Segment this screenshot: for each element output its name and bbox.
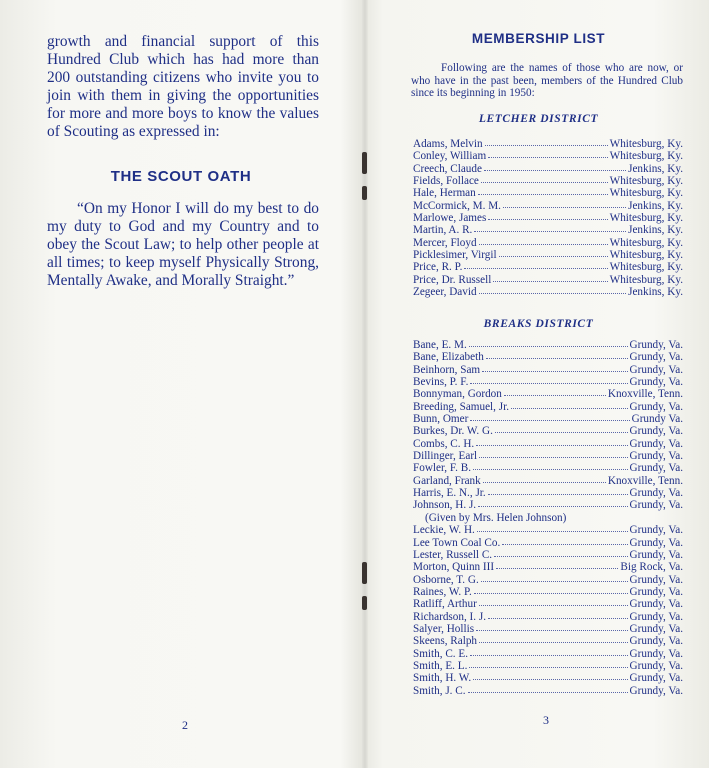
dot-leader [496, 567, 618, 569]
dot-leader [470, 382, 627, 384]
dot-leader [485, 144, 608, 146]
member-location: Grundy, Va. [629, 585, 683, 598]
member-location: Whitesburg, Ky. [609, 273, 683, 286]
member-name: Burkes, Dr. W. G. [413, 425, 493, 438]
breaks-district-heading: BREAKS DISTRICT [483, 318, 594, 330]
dot-leader [481, 181, 608, 183]
dot-leader [479, 292, 627, 294]
member-location: Grundy, Va. [629, 610, 683, 623]
member-name: Conley, William [413, 150, 487, 163]
member-name: Combs, C. H. [413, 437, 475, 450]
member-name: Dillinger, Earl [413, 450, 478, 463]
dot-leader [484, 169, 626, 171]
staple-bottom [362, 562, 367, 584]
list-item [413, 388, 683, 400]
dot-leader [478, 193, 608, 195]
member-location: Big Rock, Va. [620, 561, 683, 574]
dot-leader [478, 505, 627, 507]
member-location: Grundy, Va. [629, 659, 683, 672]
dot-leader [493, 280, 607, 282]
list-item [413, 249, 683, 261]
list-item [413, 438, 683, 450]
member-name: Hale, Herman [413, 187, 476, 200]
member-location: Knoxville, Tenn. [607, 474, 683, 487]
dot-leader [464, 267, 607, 269]
list-item [413, 524, 683, 536]
scout-oath-heading: THE SCOUT OATH [110, 168, 252, 185]
dot-leader [470, 654, 628, 656]
member-note: (Given by Mrs. Helen Johnson) [425, 511, 567, 524]
dot-leader [499, 255, 608, 257]
dot-leader [474, 230, 626, 232]
member-name: Marlowe, James [413, 212, 487, 225]
member-name: Johnson, H. J. [413, 499, 477, 512]
member-name: Morton, Quinn III [413, 561, 495, 574]
member-location: Grundy, Va. [629, 400, 683, 413]
dot-leader [488, 617, 628, 619]
member-name: Breeding, Samuel, Jr. [413, 400, 510, 413]
member-location: Grundy, Va. [629, 425, 683, 438]
list-item [413, 475, 683, 487]
dot-leader [479, 641, 628, 643]
member-name: Smith, E. L. [413, 659, 468, 672]
member-location: Grundy, Va. [629, 573, 683, 586]
member-location: Grundy, Va. [629, 672, 683, 685]
right-page [368, 0, 709, 768]
list-item [413, 286, 683, 298]
member-location: Jenkins, Ky. [628, 162, 683, 175]
dot-leader [469, 345, 628, 347]
breaks-member-list [413, 339, 683, 697]
scout-oath-text: “On my Honor I will do my best to do my duty to God and my Country and to obey the Scout Law; to help other people at all times; to keep myself Physically Strong, Mentally Awake, and Morally Straight.” [47, 200, 319, 289]
member-location: Whitesburg, Ky. [609, 261, 683, 274]
list-item [413, 574, 683, 586]
list-item [413, 499, 683, 511]
member-name: Salyer, Hollis [413, 622, 475, 635]
member-location: Grundy, Va. [629, 339, 683, 351]
membership-intro: Following are the names of those who are now, or who have in the past been, members of the Hundred Club since its beginning in 1950: [411, 62, 683, 100]
dot-leader [481, 580, 628, 582]
list-item [413, 339, 683, 351]
dot-leader [483, 481, 606, 483]
member-location: Whitesburg, Ky. [609, 138, 683, 150]
dot-leader [479, 604, 628, 606]
member-name: Bonnyman, Gordon [413, 388, 502, 401]
list-item [413, 274, 683, 286]
member-location: Grundy, Va. [629, 684, 683, 697]
list-item [413, 623, 683, 635]
member-location: Grundy, Va. [629, 351, 683, 364]
dot-leader [486, 357, 628, 359]
list-item [413, 598, 683, 610]
list-item [413, 462, 683, 474]
list-item [413, 376, 683, 388]
list-item [413, 364, 683, 376]
member-name: Creech, Claude [413, 162, 482, 175]
member-name: Lee Town Coal Co. [413, 536, 501, 549]
dot-leader [495, 431, 628, 433]
staple-top [362, 152, 367, 174]
member-location: Grundy, Va. [629, 635, 683, 648]
list-item [413, 261, 683, 273]
list-item [413, 487, 683, 499]
member-location: Grundy, Va. [629, 462, 683, 475]
member-name: McCormick, M. M. [413, 199, 501, 212]
dot-leader [476, 629, 627, 631]
dot-leader [473, 468, 628, 470]
member-location: Grundy, Va. [629, 524, 683, 537]
list-item [413, 586, 683, 598]
member-name: Osborne, T. G. [413, 573, 479, 586]
dot-leader [504, 394, 606, 396]
list-item [413, 450, 683, 462]
dot-leader [479, 243, 608, 245]
member-name: Harris, E. N., Jr. [413, 487, 486, 500]
member-name: Bunn, Omer [413, 413, 469, 426]
member-location: Jenkins, Ky. [628, 199, 683, 212]
intro-paragraph: growth and financial support of this Hundred Club which has had more than 200 outstanding citizens who invite you to join with them in giving the opportunities for more and more boys to know the values of Scouting as expressed in: [47, 33, 319, 140]
member-location: Whitesburg, Ky. [609, 175, 683, 188]
member-name: Price, Dr. Russell [413, 273, 492, 286]
member-location: Knoxville, Tenn. [607, 388, 683, 401]
member-location: Whitesburg, Ky. [609, 150, 683, 163]
member-name: Ratliff, Arthur [413, 598, 477, 611]
membership-list-title: MEMBERSHIP LIST [471, 31, 606, 46]
member-location: Grundy, Va. [629, 499, 683, 512]
member-location: Grundy, Va. [629, 437, 683, 450]
dot-leader [488, 156, 607, 158]
dot-leader [482, 370, 627, 372]
member-location: Grundy, Va. [629, 548, 683, 561]
dot-leader [469, 666, 627, 668]
member-name: Mercer, Floyd [413, 236, 477, 249]
list-item [413, 351, 683, 363]
member-location: Jenkins, Ky. [628, 224, 683, 237]
member-location: Grundy, Va. [629, 598, 683, 611]
dot-leader [468, 691, 628, 693]
member-location: Whitesburg, Ky. [609, 249, 683, 262]
dot-leader [488, 493, 628, 495]
list-item [413, 635, 683, 647]
member-location: Grundy, Va. [629, 450, 683, 463]
list-item [413, 660, 683, 672]
page-number-left: 2 [182, 718, 188, 732]
list-item [413, 611, 683, 623]
member-name: Bane, Elizabeth [413, 351, 484, 364]
list-item [413, 212, 683, 224]
staple-bottom-lower [362, 596, 367, 610]
member-location: Whitesburg, Ky. [609, 236, 683, 249]
list-item [413, 425, 683, 437]
list-item [413, 187, 683, 199]
member-name: Zegeer, David [413, 286, 477, 299]
member-location: Jenkins, Ky. [628, 286, 683, 299]
dot-leader [503, 206, 626, 208]
dot-leader [511, 407, 628, 409]
list-item [413, 224, 683, 236]
member-name: Beinhorn, Sam [413, 363, 481, 376]
list-item [413, 237, 683, 249]
member-location: Whitesburg, Ky. [609, 212, 683, 225]
dot-leader [473, 678, 627, 680]
dot-leader [474, 592, 628, 594]
list-item [413, 163, 683, 175]
member-name: Adams, Melvin [413, 138, 483, 150]
letcher-district-heading: LETCHER DISTRICT [478, 113, 599, 125]
list-item [413, 200, 683, 212]
member-name: Lester, Russell C. [413, 548, 493, 561]
letcher-member-list [413, 138, 683, 298]
list-item [413, 150, 683, 162]
staple-top-lower [362, 186, 367, 200]
member-name: Martin, A. R. [413, 224, 473, 237]
dot-leader [502, 543, 627, 545]
member-name: Fields, Follace [413, 175, 479, 188]
dot-leader [488, 218, 607, 220]
member-name: Bevins, P. F. [413, 376, 469, 389]
member-name: Picklesimer, Virgil [413, 249, 497, 262]
member-location: Grundy, Va. [629, 622, 683, 635]
dot-leader [476, 444, 627, 446]
member-name: Bane, E. M. [413, 339, 467, 351]
member-location: Grundy, Va. [629, 647, 683, 660]
member-name: Fowler, F. B. [413, 462, 472, 475]
dot-leader [479, 456, 627, 458]
list-item [413, 413, 683, 425]
member-name: Richardson, I. J. [413, 610, 487, 623]
member-name: Smith, H. W. [413, 672, 472, 685]
list-item [413, 648, 683, 660]
member-location: Whitesburg, Ky. [609, 187, 683, 200]
list-item [413, 537, 683, 549]
member-location: Grundy Va. [631, 413, 683, 426]
member-location: Grundy, Va. [629, 376, 683, 389]
dot-leader [494, 555, 627, 557]
member-name: Garland, Frank [413, 474, 481, 487]
list-item [413, 672, 683, 684]
member-name: Smith, C. E. [413, 647, 469, 660]
dot-leader [470, 419, 629, 421]
member-name: Skeens, Ralph [413, 635, 478, 648]
member-name: Smith, J. C. [413, 684, 466, 697]
member-name: Price, R. P. [413, 261, 463, 274]
member-location: Grundy, Va. [629, 487, 683, 500]
list-item [413, 561, 683, 573]
member-location: Grundy, Va. [629, 363, 683, 376]
list-item [413, 685, 683, 697]
list-item [413, 549, 683, 561]
member-name: Leckie, W. H. [413, 524, 475, 537]
list-item [413, 138, 683, 150]
dot-leader [477, 530, 628, 532]
list-item [413, 401, 683, 413]
list-item [413, 175, 683, 187]
member-location: Grundy, Va. [629, 536, 683, 549]
member-name: Raines, W. P. [413, 585, 472, 598]
page-number-right: 3 [543, 713, 549, 727]
